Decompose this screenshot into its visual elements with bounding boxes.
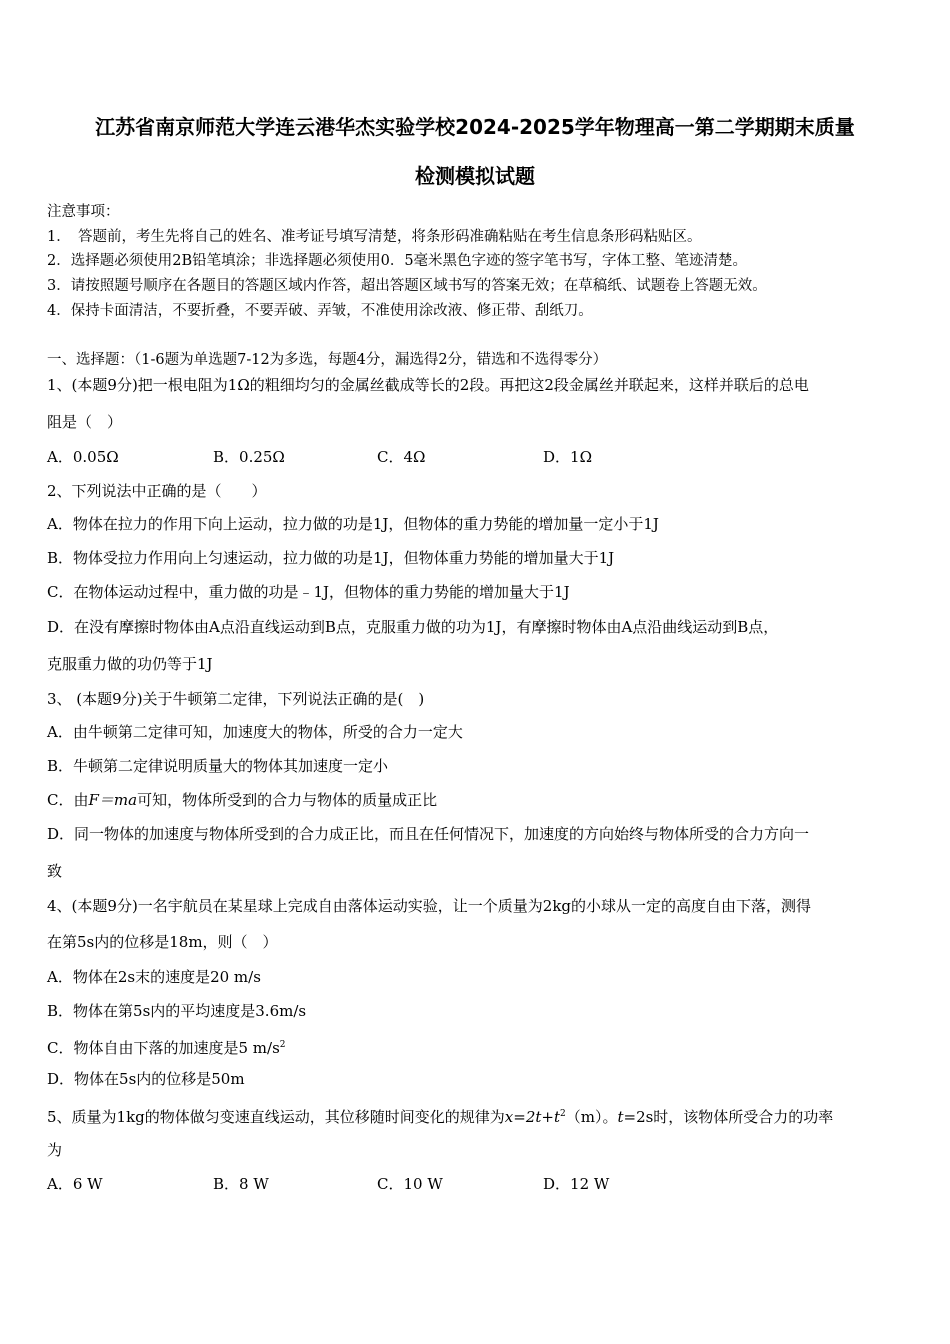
q3-option-a: A．由牛顿第二定律可知，加速度大的物体，所受的合力一定大 xyxy=(47,723,463,741)
q2-option-b: B．物体受拉力作用向上匀速运动，拉力做的功是1J，但物体重力势能的增加量大于1J xyxy=(47,549,615,567)
q5-stem-superscript: 2 xyxy=(560,1109,566,1119)
q5-stem-line2: 为 xyxy=(47,1141,63,1159)
q1-option-c: C．4Ω xyxy=(377,448,426,466)
q5-stem-prefix: 5、质量为1kg的物体做匀变速直线运动，其位移随时间变化的规律为 xyxy=(47,1108,505,1126)
q3-option-c-suffix: 可知，物体所受到的合力与物体的质量成正比 xyxy=(137,791,438,809)
notice-item-2: 2．选择题必须使用2B铅笔填涂；非选择题必须使用0．5毫米黑色字迹的签字笔书写，字体工整、笔迹清楚。 xyxy=(47,253,748,269)
q1-option-d: D．1Ω xyxy=(543,448,593,466)
q3-option-b: B．牛顿第二定律说明质量大的物体其加速度一定小 xyxy=(47,757,389,775)
q5-option-c: C．10 W xyxy=(377,1175,443,1193)
q4-option-c xyxy=(47,1034,917,1059)
notice-item-1: 1． 答题前，考生先将自己的姓名、准考证号填写清楚，将条形码准确粘贴在考生信息条形码粘贴区。 xyxy=(47,229,702,245)
q5-option-b: B．8 W xyxy=(213,1175,269,1193)
q3-option-d-line2: 致 xyxy=(47,862,63,880)
q1-stem-line2: 阻是（ ） xyxy=(47,413,123,431)
q1-option-a: A．0.05Ω xyxy=(47,448,119,466)
q3-stem: 3、 (本题9分)关于牛顿第二定律，下列说法正确的是( ) xyxy=(47,690,425,708)
q4-option-b: B．物体在第5s内的平均速度是3.6m/s xyxy=(47,1002,307,1020)
q5-stem-line1 xyxy=(47,1103,917,1128)
q3-option-d-line1: D．同一物体的加速度与物体所受到的合力成正比，而且在任何情况下，加速度的方向始终与物体所受的合力方向一 xyxy=(47,825,810,843)
section-heading: 一、选择题：（1-6题为单选题7-12为多选，每题4分，漏选得2分，错选和不选得零分） xyxy=(47,352,608,368)
q4-option-a: A．物体在2s末的速度是20 m/s xyxy=(47,968,261,986)
q2-option-d-line1: D．在没有摩擦时物体由A点沿直线运动到B点，克服重力做的功为1J，有摩擦时物体由A点沿曲线运动到B点， xyxy=(47,618,779,636)
q3-option-c xyxy=(47,789,917,811)
page-title-line1: 江苏省南京师范大学连云港华杰实验学校2024-2025学年物理高一第二学期期末质量 xyxy=(95,115,855,139)
q5-stem-t: t xyxy=(617,1108,624,1126)
q3-option-c-formula: F＝ma xyxy=(88,791,138,809)
q2-stem: 2、下列说法中正确的是（ ） xyxy=(47,482,267,500)
q5-stem-mid: （m）。 xyxy=(565,1108,618,1126)
notice-item-3: 3．请按照题号顺序在各题目的答题区域内作答，超出答题区域书写的答案无效；在草稿纸、试题卷上答题无效。 xyxy=(47,278,767,294)
q5-stem-formula: x=2t+t xyxy=(504,1108,560,1126)
q3-option-c-prefix: C．由 xyxy=(47,791,89,809)
q5-option-d: D．12 W xyxy=(543,1175,610,1193)
q5-stem-suffix: =2s时，该物体所受合力的功率 xyxy=(623,1108,834,1126)
notice-item-4: 4．保持卡面清洁，不要折叠，不要弄破、弄皱，不准使用涂改液、修正带、刮纸刀。 xyxy=(47,303,593,319)
q4-option-c-superscript: 2 xyxy=(279,1040,286,1050)
notice-heading: 注意事项： xyxy=(47,204,120,220)
q4-option-c-text: C．物体自由下落的加速度是5 m/s xyxy=(47,1039,280,1057)
q4-stem-line1: 4、(本题9分)一名宇航员在某星球上完成自由落体运动实验，让一个质量为2kg的小球从一定的高度自由下落，测得 xyxy=(47,897,812,915)
page-title-line2: 检测模拟试题 xyxy=(415,164,535,188)
q4-stem-line2: 在第5s内的位移是18m，则（ ） xyxy=(47,933,278,951)
q1-stem-line1: 1、(本题9分)把一根电阻为1Ω的粗细均匀的金属丝截成等长的2段。再把这2段金属丝并联起来，这样并联后的总电 xyxy=(47,376,809,394)
q5-option-a: A．6 W xyxy=(47,1175,103,1193)
q2-option-c: C．在物体运动过程中，重力做的功是﹣1J，但物体的重力势能的增加量大于1J xyxy=(47,583,570,601)
q2-option-d-line2: 克服重力做的功仍等于1J xyxy=(47,655,213,673)
q2-option-a: A．物体在拉力的作用下向上运动，拉力做的功是1J，但物体的重力势能的增加量一定小于1J xyxy=(47,515,659,533)
q1-option-b: B．0.25Ω xyxy=(213,448,285,466)
q4-option-d: D．物体在5s内的位移是50m xyxy=(47,1070,245,1088)
